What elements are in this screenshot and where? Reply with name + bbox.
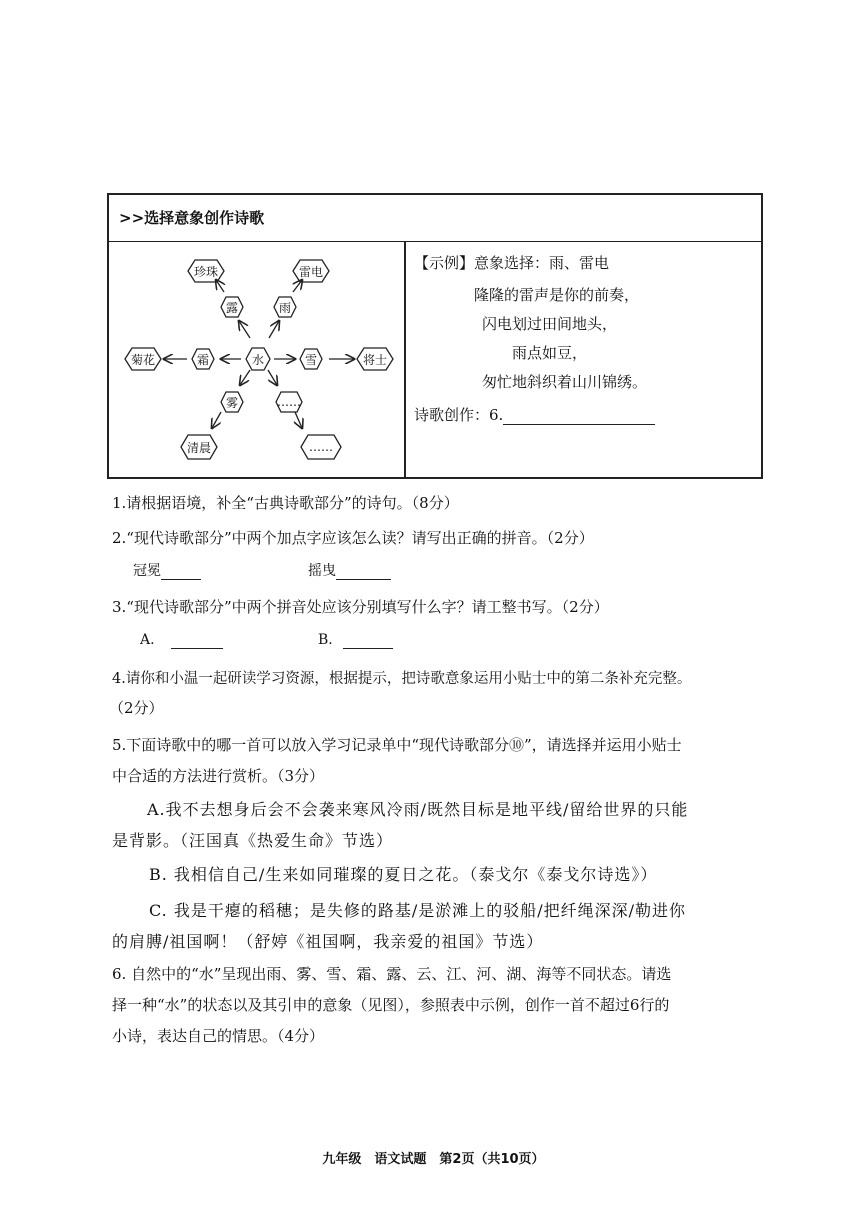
q3-blank-a[interactable] xyxy=(171,632,223,649)
question-6-line-2: 择一种“水”的状态以及其引申的意象（见图），参照表中示例，创作一首不超过6行的 xyxy=(112,996,670,1014)
example-head: 【示例】意象选择：雨、雷电 xyxy=(414,254,610,272)
question-6-line-3: 小诗，表达自己的情思。（4分） xyxy=(112,1027,325,1045)
q3-label-a: A. xyxy=(140,632,155,648)
q3-label-b: B. xyxy=(318,632,333,648)
question-3: 3.“现代诗歌部分”中两个拼音处应该分别填写什么字？请工整书写。（2分） xyxy=(112,598,609,616)
node-juhua: 菊花 xyxy=(130,353,156,367)
question-6-line-1: 6. 自然中的“水”呈现出雨、雾、雪、霜、露、云、江、河、湖、海等不同状态。请选 xyxy=(112,965,672,983)
creation-label: 诗歌创作：6. xyxy=(414,406,504,424)
q2-word-1-row xyxy=(133,560,201,580)
example-line-1: 隆隆的雷声是你的前奏， xyxy=(474,286,640,304)
q2-word-2-row xyxy=(308,560,391,580)
option-c-line-2: 的肩膊/祖国啊！（舒婷《祖国啊，我亲爱的祖国》节选） xyxy=(112,932,544,951)
node-blank2: …… xyxy=(309,440,333,454)
question-5-line-1: 5.下面诗歌中的哪一首可以放入学习记录单中“现代诗歌部分⑩”，请选择并运用小贴士 xyxy=(112,736,682,754)
q2-blank-1[interactable] xyxy=(161,563,201,580)
node-zhenzhu: 珍珠 xyxy=(193,265,219,279)
node-wu: 雾 xyxy=(225,396,239,410)
creation-blank[interactable] xyxy=(503,406,655,425)
question-5-line-2: 中合适的方法进行赏析。（3分） xyxy=(112,767,325,785)
question-4-line-2: （2分） xyxy=(109,699,164,717)
q3-b-row xyxy=(318,632,393,649)
water-imagery-diagram xyxy=(109,242,404,479)
node-jiangshi: 将士 xyxy=(362,353,388,367)
option-a-line-1: A.我不去想身后会不会袭来寒风冷雨/既然目标是地平线/留给世界的只能 xyxy=(147,800,689,819)
node-xue: 雪 xyxy=(304,353,318,367)
option-b: B. 我相信自己/生来如同璀璨的夏日之花。（泰戈尔《泰戈尔诗选》） xyxy=(149,865,658,884)
example-line-3: 雨点如豆， xyxy=(512,344,588,362)
question-1: 1.请根据语境，补全“古典诗歌部分”的诗句。（8分） xyxy=(112,494,459,512)
creation-row xyxy=(414,404,655,425)
example-line-4: 匆忙地斜织着山川锦绣。 xyxy=(482,373,648,391)
node-yu: 雨 xyxy=(278,301,292,315)
box-divider xyxy=(404,242,406,479)
q3-blank-b[interactable] xyxy=(343,632,393,649)
node-shuang: 霜 xyxy=(196,353,210,367)
page-footer: 九年级 语文试题 第2页（共10页） xyxy=(322,1152,545,1167)
node-blank1: …… xyxy=(277,395,301,409)
node-qingchen: 清晨 xyxy=(186,441,212,455)
q3-a-row xyxy=(140,632,223,649)
question-4-line-1: 4.请你和小温一起研读学习资源，根据提示，把诗歌意象运用小贴士中的第二条补充完整。 xyxy=(112,671,692,687)
box-title: >>选择意象创作诗歌 xyxy=(109,195,761,242)
option-a-line-2: 是背影。（汪国真《热爱生命》节选） xyxy=(112,831,394,850)
poetry-creation-box xyxy=(107,193,763,479)
example-line-2: 闪电划过田间地头， xyxy=(482,315,618,333)
question-2: 2.“现代诗歌部分”中两个加点字应该怎么读？请写出正确的拼音。（2分） xyxy=(112,529,594,547)
node-lu: 露 xyxy=(225,301,239,315)
q2-blank-2[interactable] xyxy=(336,563,391,580)
q2-word-1: 冠冕 xyxy=(133,563,161,579)
node-leidian: 雷电 xyxy=(298,265,324,279)
option-c-line-1: C. 我是干瘪的稻穗；是失修的路基/是淤滩上的驳船/把纤绳深深/勒进你 xyxy=(149,901,687,920)
q2-word-2: 摇曳 xyxy=(308,563,336,579)
node-center: 水 xyxy=(251,353,265,367)
